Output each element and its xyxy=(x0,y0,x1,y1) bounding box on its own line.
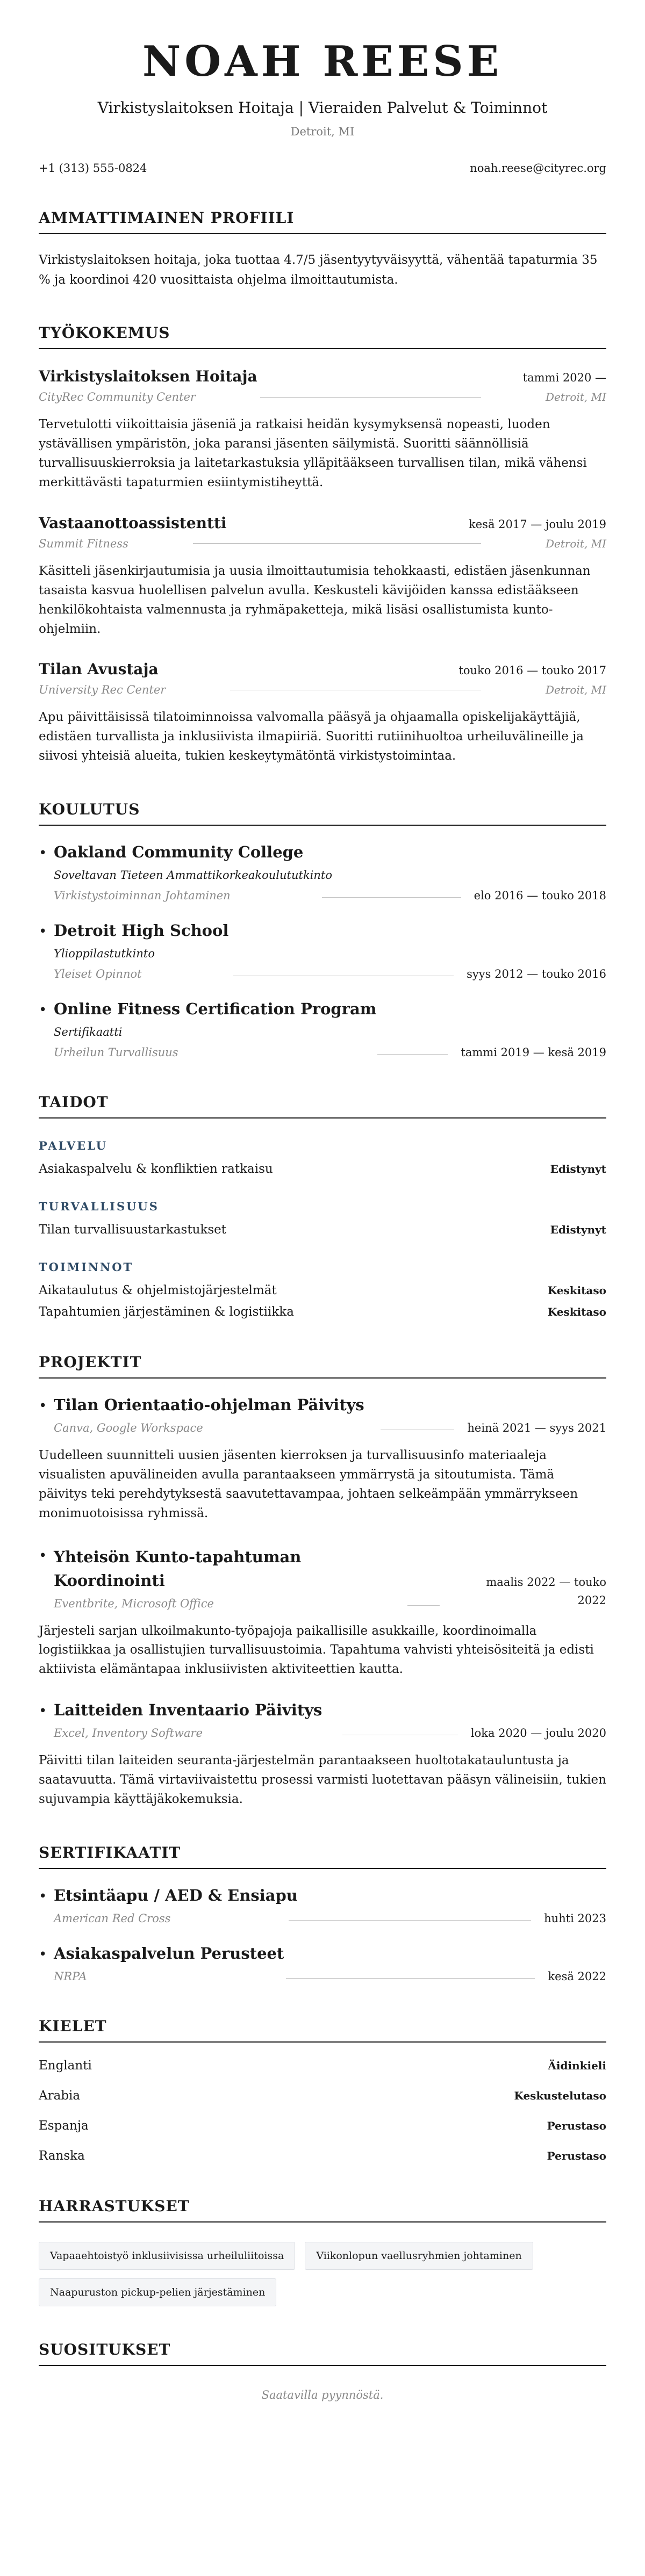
candidate-name: NOAH REESE xyxy=(142,37,503,86)
bullet-icon: • xyxy=(39,1002,47,1019)
job-company: University Rec Center xyxy=(39,683,166,697)
job-company: Summit Fitness xyxy=(39,537,128,550)
education-dates: elo 2016 — touko 2018 xyxy=(474,889,606,903)
project-description: Uudelleen suunnitteli uusien jäsenten kierroksen ja turvallisuusinfo materiaaleja visualisten apuvälineiden avulla parantaakseen ymmärrystä ja sitoutumista. Tämä päivitys teki perehdytyksestä saavutettavampaa, johtaen selkeämpään ymmärrykseen monimuotoisissa ryhmissä. xyxy=(39,1448,578,1520)
references-section xyxy=(39,2341,606,2401)
skill-level: Keskitaso xyxy=(547,1305,606,1319)
project-dates: heinä 2021 — syys 2021 xyxy=(467,1422,606,1435)
candidate-title: Virkistyslaitoksen Hoitaja | Vieraiden Palvelut & Toiminnot xyxy=(97,98,548,117)
language-row xyxy=(39,2119,606,2133)
skill-level: Keskitaso xyxy=(547,1284,606,1297)
section-heading: PROJEKTIT xyxy=(39,1353,606,1379)
education-dates: tammi 2019 — kesä 2019 xyxy=(461,1046,606,1059)
leader-line xyxy=(377,1054,448,1055)
job-title: Virkistyslaitoksen Hoitaja xyxy=(39,367,257,386)
leader-line xyxy=(193,543,481,544)
section-heading: AMMATTIMAINEN PROFIILI xyxy=(39,209,606,234)
job-title: Vastaanottoassistentti xyxy=(39,514,227,532)
skill-row xyxy=(39,1162,606,1176)
skill-level: Edistynyt xyxy=(550,1223,606,1237)
job-entry xyxy=(39,660,606,766)
skill-name: Tilan turvallisuustarkastukset xyxy=(39,1223,226,1237)
language-level: Perustaso xyxy=(547,2119,606,2132)
project-entry xyxy=(39,1701,606,1809)
skill-level: Edistynyt xyxy=(550,1163,606,1176)
project-description: Päivitti tilan laiteiden seuranta-järjestelmän parantaakseen huoltotakatauluntusta ja saatavuutta. Tämä virtaviivaistettu prosessi varmisti luotettavan pääsyn välineisiin, tukien sujuvampia käyttäjäkokemuksia. xyxy=(39,1754,606,1806)
school-name: Oakland Community College xyxy=(54,843,304,862)
bullet-icon: • xyxy=(39,1888,47,1904)
bullet-icon: • xyxy=(39,1398,47,1415)
job-entry xyxy=(39,514,606,639)
experience-section xyxy=(39,324,606,766)
project-entry xyxy=(39,1396,606,1524)
skill-row xyxy=(39,1305,606,1319)
section-heading: SUOSITUKSET xyxy=(39,2341,606,2366)
language-name: Espanja xyxy=(39,2118,89,2133)
language-row xyxy=(39,2089,606,2103)
project-description: Järjesteli sarjan ulkoilmakunto-työpajoja paikallisille asukkaille, koordinoimalla logistiikkaa ja osallistujien turvallisuustoimia. Tapahtuma vahvisti yhteisösiteitä ja edisti aktiivista elämäntapaa inklusiivisten aktiviteettien kautta. xyxy=(39,1623,594,1677)
job-company: CityRec Community Center xyxy=(39,391,196,404)
profile-text: Virkistyslaitoksen hoitaja, joka tuottaa 4.7/5 jäsentyytyväisyyttä, vähentää tapaturmia 35 % ja koordinoi 420 vuosittaista ohjelma ilmoittautumista. xyxy=(39,252,598,287)
certification-title: Asiakaspalvelun Perusteet xyxy=(54,1944,284,1962)
references-text: Saatavilla pyynnöstä. xyxy=(261,2388,384,2401)
job-location: Detroit, MI xyxy=(545,683,606,697)
education-entry xyxy=(39,843,606,902)
section-heading: TAIDOT xyxy=(39,1093,606,1119)
project-title: Laitteiden Inventaario Päivitys xyxy=(54,1701,322,1720)
job-dates: touko 2016 — touko 2017 xyxy=(458,664,606,677)
leader-line xyxy=(322,897,461,898)
job-title: Tilan Avustaja xyxy=(39,660,159,679)
language-level: Perustaso xyxy=(547,2149,606,2162)
skill-category: TURVALLISUUS xyxy=(39,1200,159,1214)
skill-name: Tapahtumien järjestäminen & logistiikka xyxy=(39,1305,294,1319)
skill-name: Asiakaspalvelu & konfliktien ratkaisu xyxy=(39,1162,273,1177)
bullet-icon: • xyxy=(39,1547,47,1564)
language-level: Keskustelutaso xyxy=(514,2089,606,2102)
candidate-location: Detroit, MI xyxy=(290,125,355,138)
language-name: Englanti xyxy=(39,2058,92,2073)
job-location: Detroit, MI xyxy=(545,391,606,404)
bullet-icon: • xyxy=(39,1946,47,1962)
language-level: Äidinkieli xyxy=(548,2059,606,2072)
resume-header xyxy=(39,39,606,138)
job-description: Käsitteli jäsenkirjautumisia ja uusia ilmoittautumisia tehokkaasti, edistäen jäsenkunnan tasaista kasvua huolellisen palvelun avulla. Keskusteli kävijöiden kanssa edistääkseen henkilökohtaista valmennusta ja ryhmäpaketteja, mikä lisäsi osallistumista kunto-ohjelmiin. xyxy=(39,564,591,636)
field-of-study: Urheilun Turvallisuus xyxy=(54,1046,178,1059)
job-entry xyxy=(39,367,606,493)
degree-name: Sertifikaatti xyxy=(54,1026,123,1039)
section-heading: HARRASTUKSET xyxy=(39,2197,606,2223)
bullet-icon: • xyxy=(39,923,47,940)
language-name: Ranska xyxy=(39,2148,85,2163)
certification-date: huhti 2023 xyxy=(544,1911,606,1925)
profile-section xyxy=(39,209,606,290)
skill-category: PALVELU xyxy=(39,1139,108,1153)
project-tools: Canva, Google Workspace xyxy=(54,1422,203,1435)
skill-row xyxy=(39,1283,606,1297)
bullet-icon: • xyxy=(39,1703,47,1720)
job-dates: kesä 2017 — joulu 2019 xyxy=(469,517,606,531)
skill-category: TOIMINNOT xyxy=(39,1260,134,1274)
leader-line xyxy=(260,397,481,398)
certification-issuer: American Red Cross xyxy=(54,1911,171,1925)
leader-line xyxy=(407,1605,440,1606)
job-description: Apu päivittäisissä tilatoiminnoissa valvomalla pääsyä ja ohjaamalla opiskelijakäyttäjiä, edistäen turvallista ja inklusiivista ilmapiiriä. Suoritti rutiinihuoltoa urheiluvälineille ja siivosi yhteisiä alueita, tukien keskeytymätöntä virkistystoimintaa. xyxy=(39,710,584,763)
language-row xyxy=(39,2059,606,2073)
project-tools: Eventbrite, Microsoft Office xyxy=(54,1597,214,1610)
skill-name: Aikataulutus & ohjelmistojärjestelmät xyxy=(39,1283,277,1298)
certifications-section xyxy=(39,1844,606,1983)
hobby-chip: Viikonlopun vaellusryhmien johtaminen xyxy=(305,2242,533,2270)
language-row xyxy=(39,2149,606,2163)
certification-issuer: NRPA xyxy=(54,1969,87,1983)
bullet-icon: • xyxy=(39,845,47,862)
certification-entry xyxy=(39,1944,606,1983)
education-dates: syys 2012 — touko 2016 xyxy=(467,968,606,981)
field-of-study: Yleiset Opinnot xyxy=(54,968,142,981)
job-description: Tervetulotti viikoittaisia jäseniä ja ratkaisi heidän kysymyksensä nopeasti, luoden ystävällisen ympäristön, joka paransi jäsenten säilymistä. Suoritti säännöllisiä turvallisuuskierroksia ja laitetarkastuksia ylläpitääkseen turvallisen tilan, mikä vähensi merkittävästi tapaturmien esiintymistiheyttä. xyxy=(39,417,587,490)
skills-section xyxy=(39,1093,606,1319)
degree-name: Ylioppilastutkinto xyxy=(54,947,155,961)
hobby-chip: Naapuruston pickup-pelien järjestäminen xyxy=(39,2278,276,2306)
project-title: Yhteisön Kunto-tapahtuman Koordinointi xyxy=(54,1547,302,1590)
skill-row xyxy=(39,1223,606,1237)
certification-title: Etsintäapu / AED & Ensiapu xyxy=(54,1886,298,1904)
leader-line xyxy=(286,1978,535,1979)
job-dates: tammi 2020 — xyxy=(522,371,606,385)
school-name: Online Fitness Certification Program xyxy=(54,1000,377,1019)
hobby-list xyxy=(39,2242,598,2306)
section-heading: KIELET xyxy=(39,2017,606,2043)
section-heading: KOULUTUS xyxy=(39,800,606,826)
project-dates: loka 2020 — joulu 2020 xyxy=(470,1727,606,1740)
job-location: Detroit, MI xyxy=(545,537,606,550)
section-heading: TYÖKOKEMUS xyxy=(39,324,606,349)
project-entry xyxy=(39,1545,606,1680)
project-title: Tilan Orientaatio-ohjelman Päivitys xyxy=(54,1396,364,1415)
hobby-chip: Vapaaehtoistyö inklusiivisissa urheiluliitoissa xyxy=(39,2242,295,2270)
projects-section xyxy=(39,1353,606,1809)
phone-number: +1 (313) 555-0824 xyxy=(39,161,147,175)
section-heading: SERTIFIKAATIT xyxy=(39,1844,606,1869)
education-section xyxy=(39,800,606,1059)
school-name: Detroit High School xyxy=(54,921,229,940)
field-of-study: Virkistystoiminnan Johtaminen xyxy=(54,889,231,903)
leader-line xyxy=(289,1920,531,1921)
email-address: noah.reese@cityrec.org xyxy=(470,161,606,175)
hobbies-section xyxy=(39,2197,606,2306)
language-name: Arabia xyxy=(39,2088,81,2103)
education-entry xyxy=(39,1000,606,1059)
certification-date: kesä 2022 xyxy=(548,1969,606,1983)
contact-row xyxy=(39,162,606,175)
education-entry xyxy=(39,921,606,980)
project-tools: Excel, Inventory Software xyxy=(54,1727,203,1740)
certification-entry xyxy=(39,1886,606,1925)
degree-name: Soveltavan Tieteen Ammattikorkeakoulututkinto xyxy=(54,869,332,882)
project-dates: maalis 2022 — touko 2022 xyxy=(486,1576,606,1607)
languages-section xyxy=(39,2017,606,2163)
